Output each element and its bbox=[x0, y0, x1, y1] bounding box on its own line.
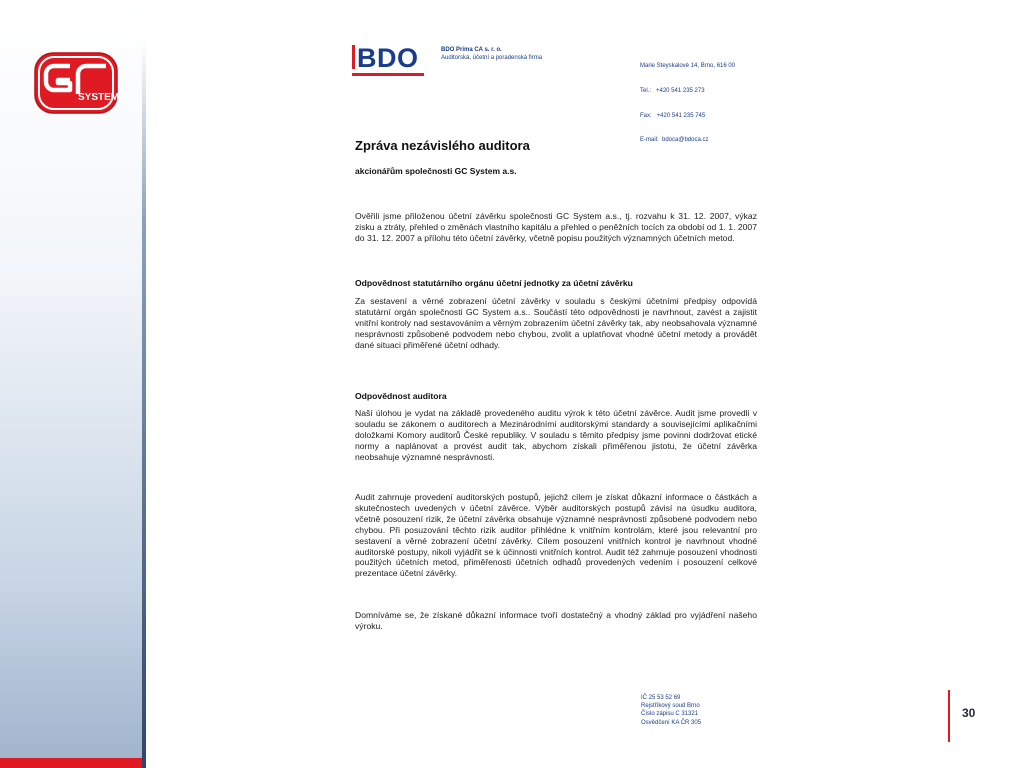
footer-ico: IČ 25 53 52 69 bbox=[641, 695, 681, 701]
section2-paragraph-1: Naší úlohou je vydat na základě provedeného auditu výrok k této účetní závěrce. Audit jsme provedli v souladu se zákonem o auditorech a Mezinárodními auditorskými standardy a souvisejícími aplikačními doložkami Komory auditorů České republiky. V souladu s těmito předpisy jsme povinni dodržovat etické normy a naplánovat a provést audit tak, abychom získali přiměřenou jistotu, že účetní závěrka neobsahuje významné nesprávnosti. bbox=[355, 408, 757, 462]
contact-fax: Fax: +420 541 235 745 bbox=[640, 112, 706, 119]
firm-name: BDO Prima CA s. r. o. bbox=[441, 47, 502, 53]
section1-paragraph: Za sestavení a věrné zobrazení účetní závěrky v souladu s českými účetními předpisy odpovídá statutární orgán společnosti GC System a.s.. Součástí této odpovědnosti je navrhnout, zavést a zajistit vnitřní kontroly nad sestavováním a věrným zobrazením účetní závěrky tak, aby neobsahovala významné nesprávnosti způsobené podvodem nebo chybou, zvolit a uplatňovat vhodné účetní metody a provádět dané situaci přiměřené účetní odhady. bbox=[355, 296, 757, 350]
contact-info bbox=[640, 46, 735, 161]
contact-address: Marie Steyskalové 14, Brno, 616 00 bbox=[640, 63, 736, 70]
section1-heading: Odpovědnost statutárního orgánu účetní jednotky za účetní závěrku bbox=[355, 278, 633, 288]
document-subtitle: akcionářům společnosti GC System a.s. bbox=[355, 166, 517, 176]
page-number-divider bbox=[948, 690, 950, 742]
section2-paragraph-2: Audit zahrnuje provedení auditorských postupů, jejichž cílem je získat důkazní informace o částkách a skutečnostech uvedených v účetní závěrce. Výběr auditorských postupů závisí na úsudku auditora, včetně posouzení rizik, že účetní závěrka obsahuje významné nesprávnosti způsobené podvodem nebo chybou. Při posuzování těchto rizik auditor přihlédne k vnitřním kontrolám, které jsou relevantní pro sestavení a věrné zobrazení účetní závěrky. Cílem posouzení vnitřních kontrol je navrhnout vhodné auditorské postupy, nikoli vyjádřit se k účinnosti vnitřních kontrol. Audit též zahrnuje posouzení vhodnosti použitých účetních metod, přiměřenosti účetních odhadů provedených vedením i posouzení celkové prezentace účetní závěrky. bbox=[355, 492, 757, 579]
intro-paragraph: Ověřili jsme přiloženou účetní závěrku společnosti GC System a.s., tj. rozvahu k 31. 12. 2007, výkaz zisku a ztráty, přehled o změnách vlastního kapitálu a přehled o peněžních tocích za období od 1. 1. 2007 do 31. 12. 2007 a přílohu této účetní závěrky, včetně popisu použitých významných účetních metod. bbox=[355, 211, 757, 243]
firm-description: Auditorská, účetní a poradenská firma bbox=[441, 55, 543, 61]
document-title: Zpráva nezávislého auditora bbox=[355, 138, 530, 153]
section2-paragraph-3: Domníváme se, že získané důkazní informace tvoří dostatečný a vhodný základ pro vyjádření našeho výroku. bbox=[355, 610, 757, 631]
document-footer bbox=[641, 694, 701, 727]
bdo-logo-underline bbox=[352, 73, 424, 76]
audit-report-document bbox=[338, 30, 770, 768]
contact-phone: Tel.: +420 541 235 273 bbox=[640, 88, 705, 95]
sidebar-background bbox=[0, 0, 142, 768]
footer-certificate: Osvědčení KA ČR 305 bbox=[641, 719, 702, 726]
sidebar-accent-bar bbox=[0, 758, 142, 768]
footer-court: Rejstříkový soud Brno bbox=[641, 703, 700, 710]
logo-text: SYSTEM bbox=[78, 92, 118, 103]
firm-info bbox=[441, 46, 542, 62]
bdo-logo: BDO bbox=[352, 44, 419, 72]
gc-system-logo bbox=[34, 52, 118, 114]
footer-registration: Číslo zápisu C 31321 bbox=[641, 711, 699, 718]
page-number: 30 bbox=[962, 706, 976, 720]
sidebar-edge bbox=[142, 40, 146, 768]
section2-heading: Odpovědnost auditora bbox=[355, 391, 447, 401]
contact-email: E-mail: bdoca@bdoca.cz bbox=[640, 137, 709, 144]
